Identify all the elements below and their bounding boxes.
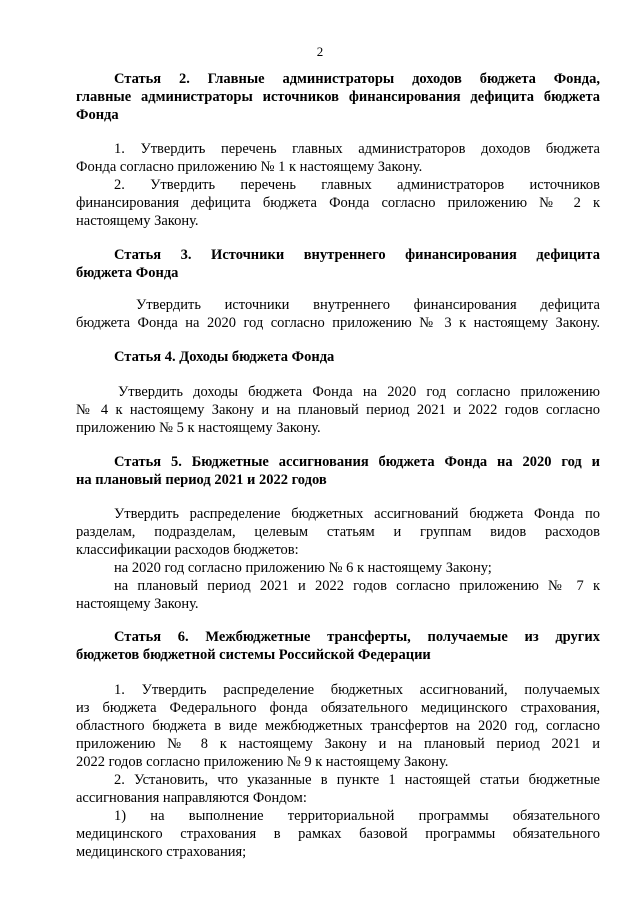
article-5-heading-line-2: на плановый период 2021 и 2022 годов <box>76 472 327 488</box>
article-6-body-line-4: приложению № 8 к настоящему Закону и на плановый период 2021 и <box>76 736 600 752</box>
article-5-body-line-6: настоящему Закону. <box>76 596 199 612</box>
article-6-heading-line-1: Статья 6. Межбюджетные трансферты, получаемые из других <box>114 629 600 645</box>
article-2-heading-line-3: Фонда <box>76 107 119 123</box>
article-5-body-line-1: Утвердить распределение бюджетных ассигнований бюджета Фонда по <box>114 506 600 522</box>
article-6-body-line-5: 2022 годов согласно приложению № 9 к настоящему Закону. <box>76 754 449 770</box>
article-4-body-line-1: Утвердить доходы бюджета Фонда на 2020 год согласно приложению <box>118 384 600 400</box>
article-5-body-line-5: на плановый период 2021 и 2022 годов согласно приложению № 7 к <box>114 578 600 594</box>
article-6-body-line-9: медицинского страхования в рамках базовой программы обязательного <box>76 826 600 842</box>
article-5-body-line-3: классификации расходов бюджетов: <box>76 542 299 558</box>
article-2-body-line-1: 1. Утвердить перечень главных администраторов доходов бюджета <box>114 141 600 157</box>
page-number: 2 <box>316 44 324 59</box>
article-5-heading-line-1: Статья 5. Бюджетные ассигнования бюджета Фонда на 2020 год и <box>114 454 600 470</box>
article-2-body-line-5: настоящему Закону. <box>76 213 199 229</box>
article-4-body-line-3: приложению № 5 к настоящему Закону. <box>76 420 321 436</box>
article-4-body-line-2: № 4 к настоящему Закону и на плановый период 2021 и 2022 годов согласно <box>76 402 600 418</box>
article-6-body-line-10: медицинского страхования; <box>76 844 247 860</box>
article-2-heading-line-2: главные администраторы источников финансирования дефицита бюджета <box>76 89 600 105</box>
article-6-body-line-2: из бюджета Федерального фонда обязательного медицинского страхования, <box>76 700 600 716</box>
article-3-body-line-1: Утвердить источники внутреннего финансирования дефицита <box>136 297 600 313</box>
article-3-heading-line-1: Статья 3. Источники внутреннего финансирования дефицита <box>114 247 600 263</box>
article-2-body-line-2: Фонда согласно приложению № 1 к настоящему Закону. <box>76 159 423 175</box>
article-6-body-line-8: 1) на выполнение территориальной программы обязательного <box>114 808 600 824</box>
article-3-body-line-2: бюджета Фонда на 2020 год согласно приложению № 3 к настоящему Закону. <box>76 315 600 331</box>
article-2-heading-line-1: Статья 2. Главные администраторы доходов бюджета Фонда, <box>114 71 600 87</box>
article-4-heading: Статья 4. Доходы бюджета Фонда <box>114 349 335 365</box>
article-2-body-line-3: 2. Утвердить перечень главных администраторов источников <box>114 177 600 193</box>
article-5-body-line-4: на 2020 год согласно приложению № 6 к настоящему Закону; <box>114 560 492 576</box>
article-6-body-line-7: ассигнования направляются Фондом: <box>76 790 307 806</box>
article-3-heading-line-2: бюджета Фонда <box>76 265 179 281</box>
article-6-heading-line-2: бюджетов бюджетной системы Российской Федерации <box>76 647 431 663</box>
article-6-body-line-6: 2. Установить, что указанные в пункте 1 настоящей статьи бюджетные <box>114 772 600 788</box>
article-2-body-line-4: финансирования дефицита бюджета Фонда согласно приложению № 2 к <box>76 195 600 211</box>
article-6-body-line-3: областного бюджета в виде межбюджетных трансфертов на 2020 год, согласно <box>76 718 600 734</box>
article-5-body-line-2: разделам, подразделам, целевым статьям и группам видов расходов <box>76 524 600 540</box>
article-6-body-line-1: 1. Утвердить распределение бюджетных ассигнований, получаемых <box>114 682 600 698</box>
